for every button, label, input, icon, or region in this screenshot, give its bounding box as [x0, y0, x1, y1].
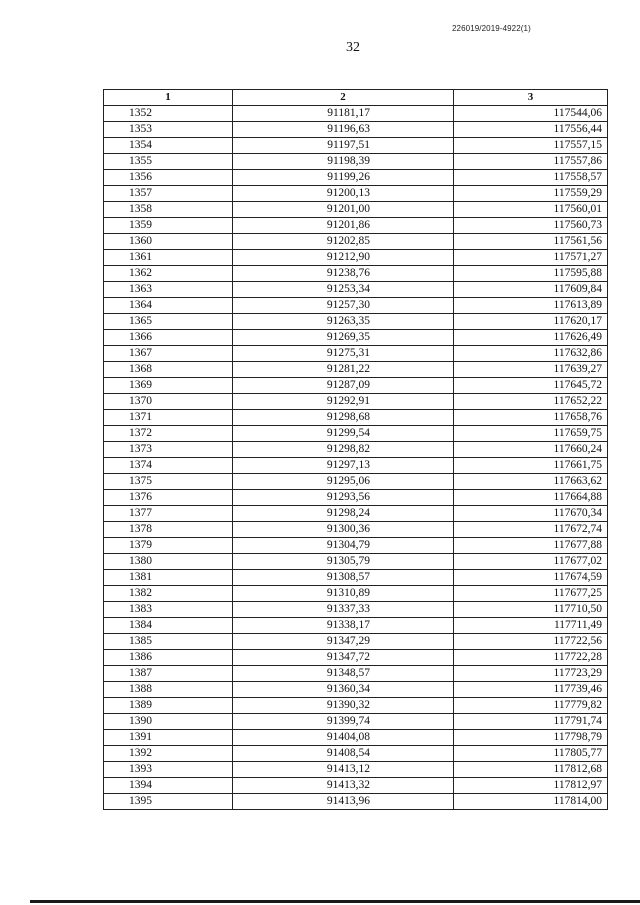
x-coordinate-cell: 91257,30: [233, 298, 454, 314]
y-coordinate-cell: 117723,29: [454, 666, 608, 682]
x-coordinate-cell: 91304,79: [233, 538, 454, 554]
document-id: 226019/2019-4922(1): [452, 24, 531, 33]
x-coordinate-cell: 91238,76: [233, 266, 454, 282]
point-number-cell: 1368: [104, 362, 233, 378]
point-number-cell: 1386: [104, 650, 233, 666]
x-coordinate-cell: 91299,54: [233, 426, 454, 442]
point-number-cell: 1381: [104, 570, 233, 586]
point-number-cell: 1360: [104, 234, 233, 250]
point-number-cell: 1378: [104, 522, 233, 538]
x-coordinate-cell: 91338,17: [233, 618, 454, 634]
point-number-cell: 1369: [104, 378, 233, 394]
point-number-cell: 1361: [104, 250, 233, 266]
y-coordinate-cell: 117791,74: [454, 714, 608, 730]
table-row: [104, 458, 608, 474]
point-number-cell: 1352: [104, 106, 233, 122]
table-body: [104, 106, 608, 810]
table-row: [104, 778, 608, 794]
table-row: [104, 602, 608, 618]
x-coordinate-cell: 91413,12: [233, 762, 454, 778]
header-row: [104, 90, 608, 106]
x-coordinate-cell: 91212,90: [233, 250, 454, 266]
table-row: [104, 122, 608, 138]
x-coordinate-cell: 91275,31: [233, 346, 454, 362]
point-number-cell: 1364: [104, 298, 233, 314]
point-number-cell: 1374: [104, 458, 233, 474]
x-coordinate-cell: 91300,36: [233, 522, 454, 538]
x-coordinate-cell: 91348,57: [233, 666, 454, 682]
point-number-cell: 1363: [104, 282, 233, 298]
coordinates-table: [103, 89, 608, 810]
table-row: [104, 666, 608, 682]
y-coordinate-cell: 117798,79: [454, 730, 608, 746]
x-coordinate-cell: 91360,34: [233, 682, 454, 698]
table-row: [104, 474, 608, 490]
y-coordinate-cell: 117658,76: [454, 410, 608, 426]
y-coordinate-cell: 117645,72: [454, 378, 608, 394]
table-row: [104, 410, 608, 426]
point-number-cell: 1380: [104, 554, 233, 570]
table-row: [104, 682, 608, 698]
scan-edge-line: [30, 900, 640, 903]
table-row: [104, 762, 608, 778]
x-coordinate-cell: 91298,68: [233, 410, 454, 426]
table-row: [104, 138, 608, 154]
y-coordinate-cell: 117561,56: [454, 234, 608, 250]
table-row: [104, 426, 608, 442]
x-coordinate-cell: 91413,32: [233, 778, 454, 794]
point-number-cell: 1357: [104, 186, 233, 202]
y-coordinate-cell: 117652,22: [454, 394, 608, 410]
table-row: [104, 714, 608, 730]
x-coordinate-cell: 91399,74: [233, 714, 454, 730]
x-coordinate-cell: 91200,13: [233, 186, 454, 202]
table-row: [104, 506, 608, 522]
point-number-cell: 1362: [104, 266, 233, 282]
y-coordinate-cell: 117557,86: [454, 154, 608, 170]
y-coordinate-cell: 117613,89: [454, 298, 608, 314]
point-number-cell: 1353: [104, 122, 233, 138]
table-row: [104, 522, 608, 538]
x-coordinate-cell: 91281,22: [233, 362, 454, 378]
x-coordinate-cell: 91197,51: [233, 138, 454, 154]
column-header-3: 3: [454, 90, 608, 106]
column-header-1: 1: [104, 90, 233, 106]
x-coordinate-cell: 91202,85: [233, 234, 454, 250]
x-coordinate-cell: 91287,09: [233, 378, 454, 394]
x-coordinate-cell: 91404,08: [233, 730, 454, 746]
point-number-cell: 1356: [104, 170, 233, 186]
y-coordinate-cell: 117710,50: [454, 602, 608, 618]
y-coordinate-cell: 117677,25: [454, 586, 608, 602]
table-row: [104, 730, 608, 746]
y-coordinate-cell: 117560,73: [454, 218, 608, 234]
y-coordinate-cell: 117661,75: [454, 458, 608, 474]
point-number-cell: 1393: [104, 762, 233, 778]
y-coordinate-cell: 117626,49: [454, 330, 608, 346]
table-row: [104, 490, 608, 506]
point-number-cell: 1387: [104, 666, 233, 682]
table-row: [104, 698, 608, 714]
y-coordinate-cell: 117711,49: [454, 618, 608, 634]
x-coordinate-cell: 91298,24: [233, 506, 454, 522]
point-number-cell: 1385: [104, 634, 233, 650]
table-row: [104, 362, 608, 378]
table-row: [104, 282, 608, 298]
column-header-2: 2: [233, 90, 454, 106]
point-number-cell: 1358: [104, 202, 233, 218]
table-row: [104, 634, 608, 650]
table-row: [104, 618, 608, 634]
table-row: [104, 746, 608, 762]
x-coordinate-cell: 91413,96: [233, 794, 454, 810]
y-coordinate-cell: 117571,27: [454, 250, 608, 266]
point-number-cell: 1389: [104, 698, 233, 714]
point-number-cell: 1375: [104, 474, 233, 490]
point-number-cell: 1388: [104, 682, 233, 698]
y-coordinate-cell: 117814,00: [454, 794, 608, 810]
x-coordinate-cell: 91293,56: [233, 490, 454, 506]
y-coordinate-cell: 117805,77: [454, 746, 608, 762]
table-row: [104, 538, 608, 554]
x-coordinate-cell: 91297,13: [233, 458, 454, 474]
x-coordinate-cell: 91196,63: [233, 122, 454, 138]
y-coordinate-cell: 117556,44: [454, 122, 608, 138]
point-number-cell: 1367: [104, 346, 233, 362]
point-number-cell: 1373: [104, 442, 233, 458]
x-coordinate-cell: 91308,57: [233, 570, 454, 586]
y-coordinate-cell: 117595,88: [454, 266, 608, 282]
table-row: [104, 106, 608, 122]
table-row: [104, 314, 608, 330]
y-coordinate-cell: 117663,62: [454, 474, 608, 490]
y-coordinate-cell: 117812,97: [454, 778, 608, 794]
point-number-cell: 1377: [104, 506, 233, 522]
table-row: [104, 378, 608, 394]
x-coordinate-cell: 91390,32: [233, 698, 454, 714]
x-coordinate-cell: 91199,26: [233, 170, 454, 186]
point-number-cell: 1365: [104, 314, 233, 330]
point-number-cell: 1384: [104, 618, 233, 634]
point-number-cell: 1370: [104, 394, 233, 410]
x-coordinate-cell: 91305,79: [233, 554, 454, 570]
y-coordinate-cell: 117609,84: [454, 282, 608, 298]
y-coordinate-cell: 117659,75: [454, 426, 608, 442]
table-row: [104, 234, 608, 250]
y-coordinate-cell: 117639,27: [454, 362, 608, 378]
point-number-cell: 1382: [104, 586, 233, 602]
point-number-cell: 1395: [104, 794, 233, 810]
y-coordinate-cell: 117660,24: [454, 442, 608, 458]
y-coordinate-cell: 117677,02: [454, 554, 608, 570]
table-row: [104, 346, 608, 362]
point-number-cell: 1391: [104, 730, 233, 746]
y-coordinate-cell: 117812,68: [454, 762, 608, 778]
y-coordinate-cell: 117722,28: [454, 650, 608, 666]
table-row: [104, 330, 608, 346]
table-row: [104, 794, 608, 810]
x-coordinate-cell: 91198,39: [233, 154, 454, 170]
x-coordinate-cell: 91347,72: [233, 650, 454, 666]
x-coordinate-cell: 91292,91: [233, 394, 454, 410]
x-coordinate-cell: 91269,35: [233, 330, 454, 346]
y-coordinate-cell: 117557,15: [454, 138, 608, 154]
table-row: [104, 154, 608, 170]
table-row: [104, 586, 608, 602]
y-coordinate-cell: 117558,57: [454, 170, 608, 186]
point-number-cell: 1359: [104, 218, 233, 234]
point-number-cell: 1383: [104, 602, 233, 618]
point-number-cell: 1379: [104, 538, 233, 554]
y-coordinate-cell: 117779,82: [454, 698, 608, 714]
y-coordinate-cell: 117664,88: [454, 490, 608, 506]
y-coordinate-cell: 117722,56: [454, 634, 608, 650]
table-row: [104, 650, 608, 666]
point-number-cell: 1394: [104, 778, 233, 794]
table-row: [104, 266, 608, 282]
y-coordinate-cell: 117674,59: [454, 570, 608, 586]
point-number-cell: 1372: [104, 426, 233, 442]
x-coordinate-cell: 91201,00: [233, 202, 454, 218]
x-coordinate-cell: 91337,33: [233, 602, 454, 618]
point-number-cell: 1366: [104, 330, 233, 346]
point-number-cell: 1392: [104, 746, 233, 762]
y-coordinate-cell: 117739,46: [454, 682, 608, 698]
x-coordinate-cell: 91295,06: [233, 474, 454, 490]
y-coordinate-cell: 117677,88: [454, 538, 608, 554]
table-header: [104, 90, 608, 106]
table-row: [104, 554, 608, 570]
y-coordinate-cell: 117632,86: [454, 346, 608, 362]
point-number-cell: 1354: [104, 138, 233, 154]
y-coordinate-cell: 117559,29: [454, 186, 608, 202]
x-coordinate-cell: 91310,89: [233, 586, 454, 602]
table-row: [104, 250, 608, 266]
point-number-cell: 1355: [104, 154, 233, 170]
x-coordinate-cell: 91408,54: [233, 746, 454, 762]
x-coordinate-cell: 91298,82: [233, 442, 454, 458]
x-coordinate-cell: 91201,86: [233, 218, 454, 234]
table-row: [104, 218, 608, 234]
x-coordinate-cell: 91347,29: [233, 634, 454, 650]
table-row: [104, 170, 608, 186]
y-coordinate-cell: 117560,01: [454, 202, 608, 218]
table-row: [104, 570, 608, 586]
y-coordinate-cell: 117672,74: [454, 522, 608, 538]
point-number-cell: 1390: [104, 714, 233, 730]
table-row: [104, 186, 608, 202]
table-row: [104, 202, 608, 218]
y-coordinate-cell: 117544,06: [454, 106, 608, 122]
point-number-cell: 1376: [104, 490, 233, 506]
table-row: [104, 442, 608, 458]
x-coordinate-cell: 91263,35: [233, 314, 454, 330]
x-coordinate-cell: 91181,17: [233, 106, 454, 122]
page-number: 32: [346, 40, 360, 55]
table-row: [104, 298, 608, 314]
y-coordinate-cell: 117670,34: [454, 506, 608, 522]
table-row: [104, 394, 608, 410]
point-number-cell: 1371: [104, 410, 233, 426]
x-coordinate-cell: 91253,34: [233, 282, 454, 298]
y-coordinate-cell: 117620,17: [454, 314, 608, 330]
